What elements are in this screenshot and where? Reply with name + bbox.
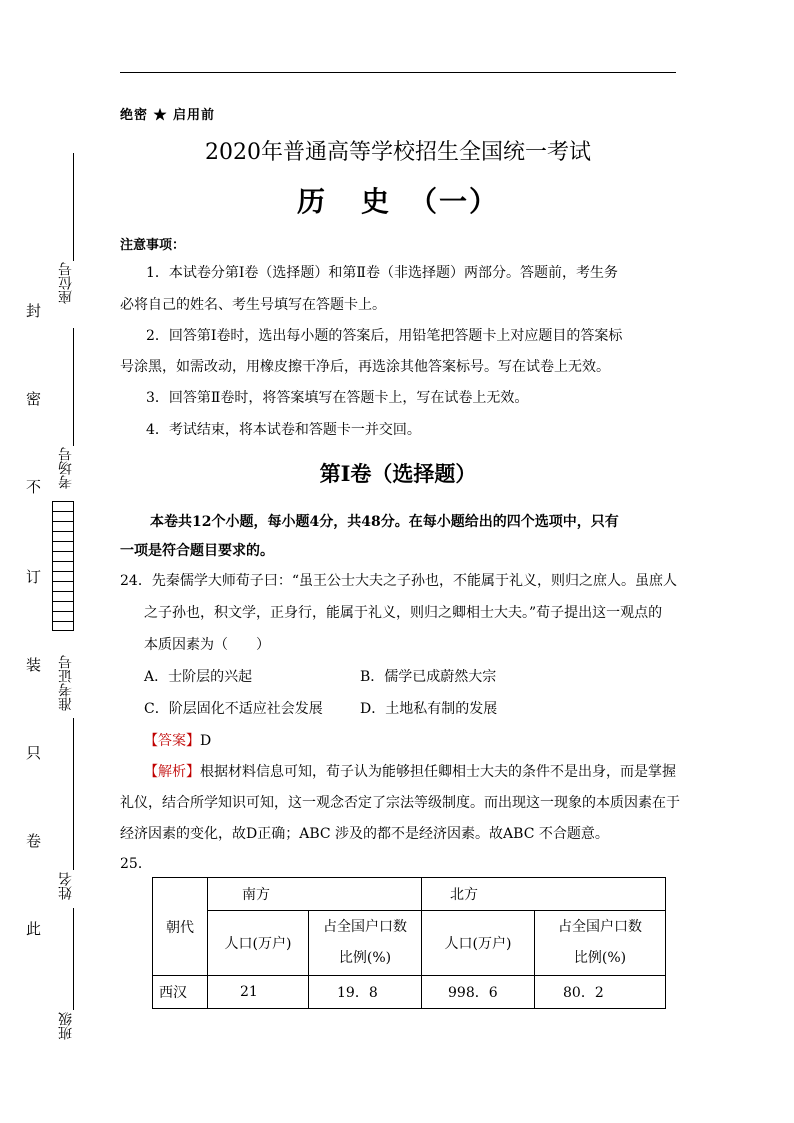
q24-analysis-1 xyxy=(144,761,676,781)
answer-value: D xyxy=(200,733,212,749)
confidential-label: 绝密 ★ 启用前 xyxy=(120,108,216,123)
subject-volume: （一） xyxy=(409,185,500,218)
seal-char: 不 xyxy=(26,478,42,496)
note-1b: 必将自己的姓名、考生号填写在答题卡上。 xyxy=(120,297,386,313)
q24-option-b: B．儒学已成蔚然大宗 xyxy=(360,669,497,685)
margin-line-1 xyxy=(73,153,74,261)
header-south-pop: 人口(万户) xyxy=(208,911,309,976)
cell-dynasty: 西汉 xyxy=(153,976,208,1009)
exam-room-label: 考场号 xyxy=(58,447,74,489)
q24-line2: 之子孙也，积文学，正身行，能属于礼义，则归之卿相士大夫。”荀子提出这一观点的 xyxy=(144,605,663,621)
cell-north-ratio: 80．2 xyxy=(535,976,666,1009)
q24-analysis-3: 经济因素的变化，故D正确；ABC 涉及的都不是经济因素。故ABC 不合题意。 xyxy=(120,826,609,842)
header-dynasty: 朝代 xyxy=(153,878,208,976)
note-1a: 1．本试卷分第Ⅰ卷（选择题）和第Ⅱ卷（非选择题）两部分。答题前，考生务 xyxy=(146,265,618,281)
seal-char: 卷 xyxy=(26,832,42,850)
header-north: 北方 xyxy=(422,878,666,911)
q24-option-c: C．阶层固化不适应社会发展 xyxy=(144,701,323,717)
notes-heading: 注意事项： xyxy=(120,238,186,253)
seat-number-label: 座位号 xyxy=(58,262,74,304)
cell-south-pop: 21 xyxy=(208,976,309,1009)
ratio-line-b: 比例(%) xyxy=(573,950,627,966)
q25-number: 25． xyxy=(120,856,152,872)
seal-char: 订 xyxy=(26,568,42,586)
q24-analysis-2: 礼仪，结合所学知识可知，这一观念否定了宗法等级制度。而出现这一现象的本质因素在于 xyxy=(120,795,680,811)
seal-char: 此 xyxy=(26,920,42,938)
header-north-pop: 人口(万户) xyxy=(422,911,535,976)
ratio-line-a: 占全国户口数 xyxy=(558,919,642,935)
name-label: 姓名 xyxy=(58,872,74,900)
header-rule xyxy=(120,72,676,73)
analysis-tag: 【解析】 xyxy=(144,764,200,780)
subject-char-2: 史 xyxy=(360,185,391,218)
exam-title: 2020年普通高等学校招生全国统一考试 xyxy=(205,140,591,165)
margin-line-4 xyxy=(73,908,74,1010)
class-label: 班级 xyxy=(58,1012,74,1040)
q24-option-a: A．士阶层的兴起 xyxy=(144,669,253,685)
q24-line1: 24．先秦儒学大师荀子曰：“虽王公士大夫之子孙也，不能属于礼义，则归之庶人。虽庶人 xyxy=(120,573,677,589)
seal-char: 装 xyxy=(26,656,42,674)
subject-char-1: 历 xyxy=(296,185,361,218)
ticket-number-grid xyxy=(52,501,74,631)
ratio-line-a: 占全国户口数 xyxy=(323,919,407,935)
section-title: 第Ⅰ卷（选择题） xyxy=(319,461,477,486)
cell-north-pop: 998．6 xyxy=(422,976,535,1009)
note-3: 3．回答第Ⅱ卷时，将答案填写在答题卡上，写在试卷上无效。 xyxy=(146,390,529,406)
q24-option-d: D．土地私有制的发展 xyxy=(360,701,498,717)
table-row xyxy=(153,976,666,1009)
answer-tag: 【答案】 xyxy=(144,733,200,749)
margin-line-2 xyxy=(73,328,74,446)
cell-south-ratio: 19．8 xyxy=(309,976,422,1009)
note-2b: 号涂黑，如需改动，用橡皮擦干净后，再选涂其他答案标号。写在试卷上无效。 xyxy=(120,359,610,375)
seal-char: 密 xyxy=(26,390,42,408)
margin-line-3 xyxy=(73,718,74,870)
ratio-line-b: 比例(%) xyxy=(338,950,392,966)
analysis-text-1: 根据材料信息可知，荀子认为能够担任卿相士大夫的条件不是出身，而是掌握 xyxy=(200,764,676,780)
q24-answer xyxy=(144,730,211,750)
ticket-number-label: 准考证号 xyxy=(58,655,74,711)
note-2a: 2．回答第Ⅰ卷时，选出每小题的答案后，用铅笔把答题卡上对应题目的答案标 xyxy=(146,328,623,344)
q24-line3: 本质因素为（ ） xyxy=(144,637,270,653)
header-south-ratio xyxy=(309,911,422,976)
header-north-ratio xyxy=(535,911,666,976)
seal-char: 只 xyxy=(26,744,42,762)
seal-char: 封 xyxy=(26,302,42,320)
header-south: 南方 xyxy=(208,878,422,911)
section-intro-b: 一项是符合题目要求的。 xyxy=(120,543,274,559)
population-table xyxy=(152,877,666,1009)
note-4: 4．考试结束，将本试卷和答题卡一并交回。 xyxy=(146,422,421,438)
subject-title xyxy=(120,180,676,220)
section-intro-a: 本卷共12个小题，每小题4分，共48分。在每小题给出的四个选项中，只有 xyxy=(150,514,619,530)
